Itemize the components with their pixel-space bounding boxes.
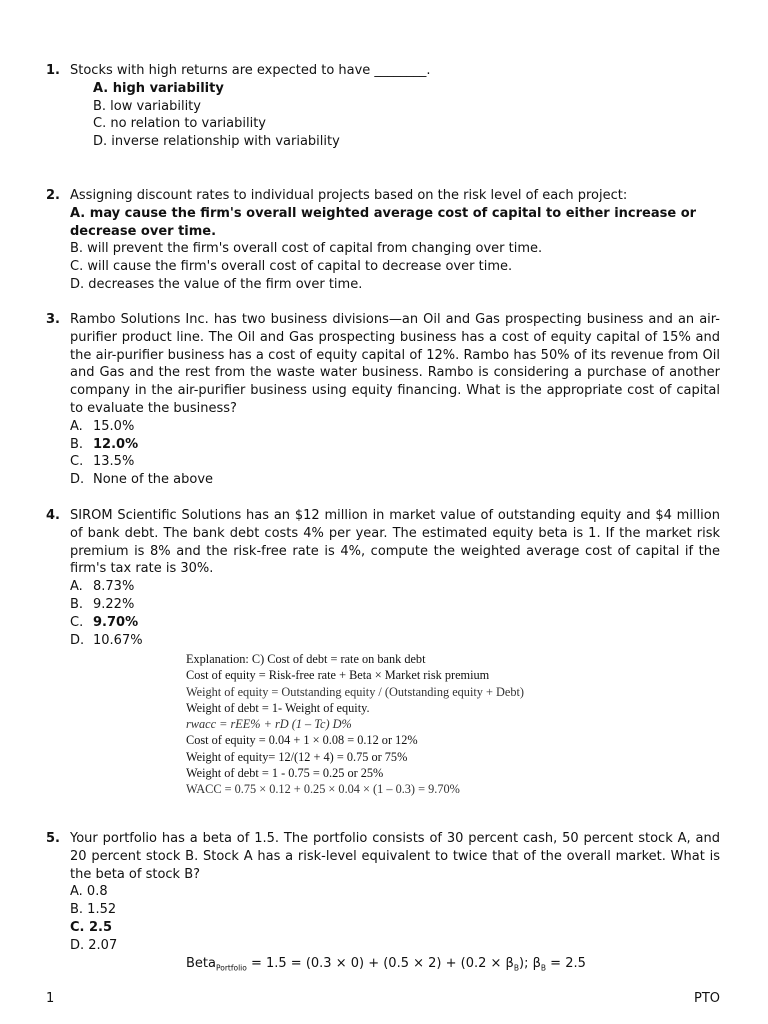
option-a: A. 0.8 — [70, 884, 108, 900]
explanation-line: Explanation: C) Cost of debt = rate on bank debt — [186, 652, 426, 666]
question-3 — [46, 311, 720, 489]
option-b: B. low variability — [93, 98, 201, 114]
option-a — [70, 418, 720, 436]
question-stem: Your portfolio has a beta of 1.5. The portfolio consists of 30 percent cash, 50 percent stock A, and 20 percent stock B. Stock A has a risk-level equivalent to twice that of the overall market. What is the beta of stock B? — [70, 831, 720, 882]
question-stem: Stocks with high returns are expected to have ________. — [70, 63, 431, 78]
option-b-answer — [70, 436, 720, 454]
wacc-formula: rwacc = rEE% + rD (1 – Tc) D% — [186, 717, 352, 732]
beta-label: Beta — [186, 956, 216, 971]
option-a-answer: A. may cause the firm's overall weighted average cost of capital to either increase or decrease over time. — [70, 205, 697, 239]
question-stem: Assigning discount rates to individual projects based on the risk level of each project: — [70, 188, 628, 203]
question-4 — [46, 507, 720, 649]
option-a — [70, 578, 720, 596]
b-subscript: B — [540, 963, 547, 973]
option-c-answer: C. 2.5 — [70, 919, 113, 935]
option-text: 15.0% — [93, 418, 135, 434]
question-number: 5. — [46, 831, 60, 846]
explanation-line: Cost of equity = 0.04 + 1 × 0.08 = 0.12 or 12% — [186, 733, 418, 748]
option-d: D. 2.07 — [70, 937, 118, 953]
option-letter: D. — [70, 632, 85, 648]
portfolio-subscript: Portfolio — [215, 963, 247, 973]
question-stem: SIROM Scientific Solutions has an $12 million in market value of outstanding equity and $4 million of bank debt. The bank debt costs 4% per year. The estimated equity beta is 1. If the market risk premium is 8% and the risk-free rate is 4%, compute the weighted average cost of capital if the firm's tax rate is 30%. — [70, 508, 720, 577]
option-d — [70, 632, 720, 650]
question-1 — [46, 62, 720, 151]
formula-expression: = 1.5 = (0.3 × 0) + (0.5 × 2) + (0.2 × β — [246, 956, 514, 971]
option-text: None of the above — [93, 472, 214, 488]
explanation-line: WACC = 0.75 × 0.12 + 0.25 × 0.04 × (1 – 0.3) = 9.70% — [186, 782, 460, 797]
question-number: 1. — [46, 63, 60, 78]
option-text: 8.73% — [93, 579, 135, 595]
option-letter: B. — [70, 436, 84, 452]
option-text: 9.70% — [93, 614, 139, 630]
beta-formula — [186, 955, 586, 977]
question-stem: Rambo Solutions Inc. has two business divisions—an Oil and Gas prospecting business and an air-purifier product line. The Oil and Gas prospecting business has a cost of equity capital of 15% and the air-purifier business has a cost of equity capital of 12%. Rambo has 50% of its revenue from Oil and Gas and the rest from the waste water business. Rambo is considering a purchase of another company in the air-purifier business using equity financing. What is the appropriate cost of capital to evaluate the business? — [70, 312, 720, 416]
formula-result: = 2.5 — [546, 956, 586, 971]
option-d: D. decreases the value of the firm over time. — [70, 276, 363, 292]
option-c: C. no relation to variability — [93, 116, 266, 132]
option-letter: B. — [70, 596, 84, 612]
option-b — [70, 596, 720, 614]
option-d: D. inverse relationship with variability — [93, 134, 340, 150]
option-letter: C. — [70, 454, 84, 470]
option-text: 13.5% — [93, 454, 135, 470]
option-b: B. will prevent the firm's overall cost of capital from changing over time. — [70, 241, 543, 257]
explanation-line: Weight of debt = 1 - 0.75 = 0.25 or 25% — [186, 766, 384, 781]
pto-label: PTO — [693, 991, 720, 1006]
page-number: 1 — [46, 991, 55, 1006]
explanation-line: Cost of equity = Risk-free rate + Beta × Market risk premium — [186, 668, 490, 683]
option-letter: D. — [70, 472, 85, 488]
option-c — [70, 453, 720, 471]
explanation-line: Weight of debt = 1- Weight of equity. — [186, 700, 370, 715]
b-subscript: B — [513, 963, 519, 973]
option-b: B. 1.52 — [70, 902, 117, 918]
option-d — [70, 471, 720, 489]
question-2 — [46, 187, 720, 294]
option-c: C. will cause the firm's overall cost of capital to decrease over time. — [70, 259, 513, 275]
option-letter: A. — [70, 579, 83, 595]
question-5 — [46, 830, 720, 955]
option-letter: A. — [70, 418, 83, 434]
option-a-answer: A. high variability — [93, 80, 224, 96]
explanation-line: Weight of equity= 12/(12 + 4) = 0.75 or 75% — [186, 749, 408, 764]
option-text: 9.22% — [93, 596, 135, 612]
option-text: 12.0% — [93, 436, 139, 452]
option-letter: C. — [70, 614, 84, 630]
question-number: 2. — [46, 188, 60, 203]
question-number: 3. — [46, 312, 60, 327]
explanation-block — [186, 651, 606, 798]
formula-expression: ); β — [519, 956, 541, 971]
option-text: 10.67% — [93, 632, 143, 648]
option-c-answer — [70, 614, 720, 632]
question-number: 4. — [46, 508, 60, 523]
explanation-line: Weight of equity = Outstanding equity / (Outstanding equity + Debt) — [186, 684, 525, 699]
